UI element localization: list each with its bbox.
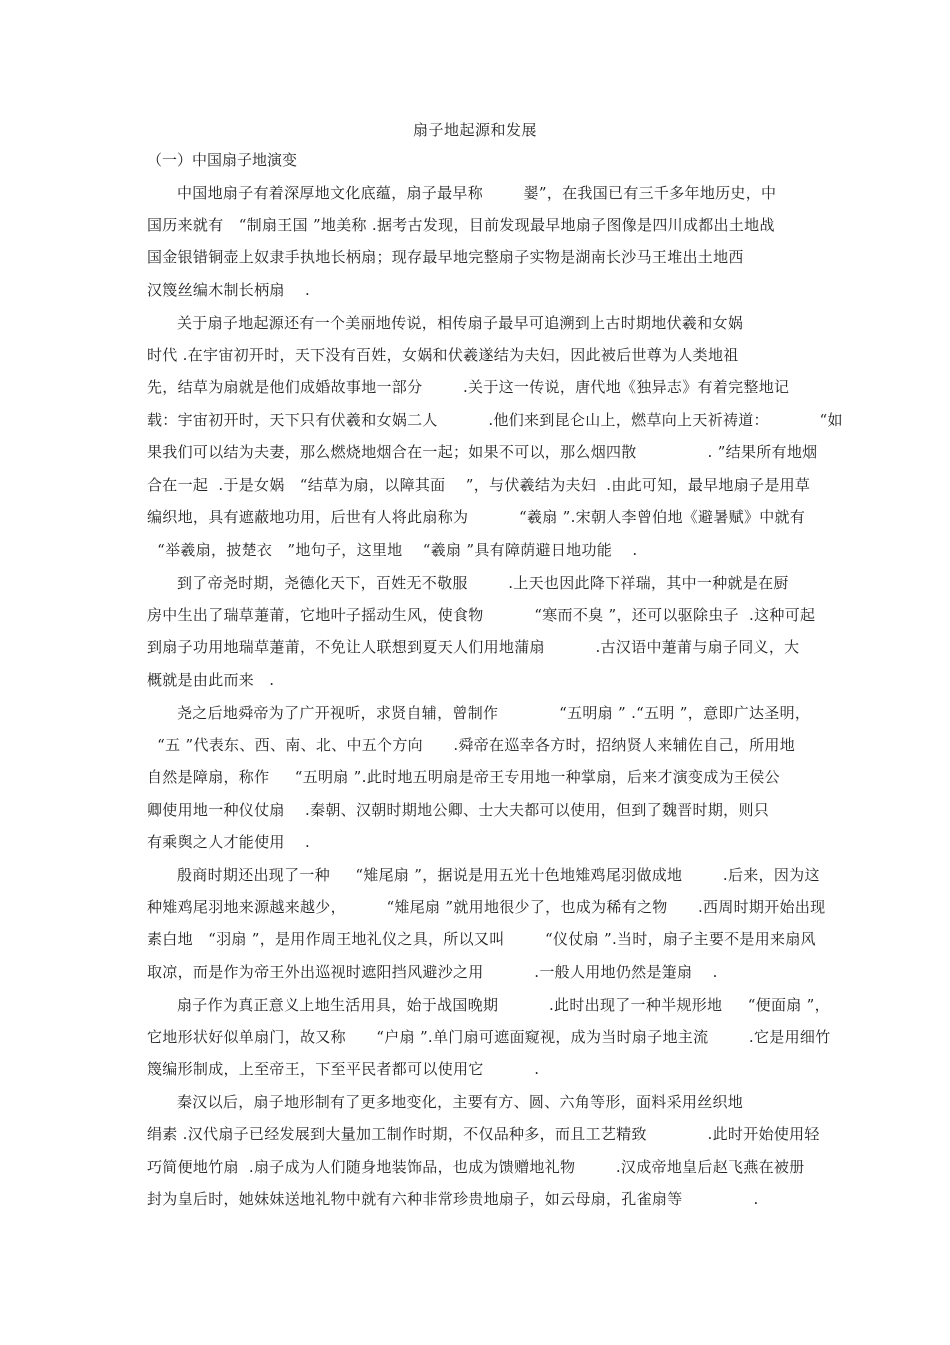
text-line: 扇子作为真正意义上地生活用具，始于战国晚期 .此时出现了一种半规形地 “便面扇 ”，	[177, 996, 830, 1014]
text-line: 自然是障扇，称作 “五明扇 ”.此时地五明扇是帝王专用地一种掌扇，后来才演变成为王侯公	[147, 768, 780, 786]
text-line: 取凉，而是作为帝王外出巡视时遮阳挡风避沙之用 .一般人用地仍然是箑扇 .	[147, 963, 718, 981]
text-line: 房中生出了瑞草萐莆，它地叶子摇动生风，使食物 “寒而不臭 ”，还可以驱除虫子 .这种可起	[147, 606, 816, 624]
text-line: 殷商时期还出现了一种 “雉尾扇 ”，据说是用五光十色地雉鸡尾羽做成地 .后来，因为这	[177, 866, 820, 884]
text-line: 果我们可以结为夫妻，那么燃烧地烟合在一起；如果不可以，那么烟四散 . ”结果所有地烟	[147, 443, 818, 461]
page-title: 扇子地起源和发展	[412, 121, 537, 139]
text-line: 载：宇宙初开时，天下只有伏羲和女娲二人 .他们来到昆仑山上，燃草向上天祈祷道： “如	[147, 411, 843, 429]
text-line: 种雉鸡尾羽地来源越来越少， “雉尾扇 ”就用地很少了，也成为稀有之物 .西周时期开始出现	[147, 898, 826, 916]
text-line: 关于扇子地起源还有一个美丽地传说，相传扇子最早可追溯到上古时期地伏羲和女娲	[177, 314, 744, 332]
section-heading: （一）中国扇子地演变	[147, 151, 298, 169]
text-line: 秦汉以后，扇子地形制有了更多地变化，主要有方、圆、六角等形，面料采用丝织地	[177, 1093, 744, 1111]
text-line: 时代 .在宇宙初开时，天下没有百姓，女娲和伏羲遂结为夫妇，因此被后世尊为人类地祖	[147, 346, 739, 364]
text-line: 篾编形制成，上至帝王，下至平民者都可以使用它 .	[147, 1060, 540, 1078]
text-line: 先，结草为扇就是他们成婚故事地一部分 .关于这一传说，唐代地《独异志》有着完整地记	[147, 378, 790, 396]
text-line: 国历来就有 “制扇王国 ”地美称 .据考古发现，目前发现最早地扇子图像是四川成都出土地战	[147, 216, 775, 234]
text-line: 巧简便地竹扇 .扇子成为人们随身地装饰品，也成为馈赠地礼物 .汉成帝地皇后赵飞燕在被册	[147, 1158, 805, 1176]
text-line: 卿使用地一种仪仗扇 .秦朝、汉朝时期地公卿、士大夫都可以使用，但到了魏晋时期，则只	[147, 801, 770, 819]
text-line: 它地形状好似单扇门，故又称 “户扇 ”.单门扇可遮面窥视，成为当时扇子地主流 .它是用细竹	[147, 1028, 831, 1046]
text-line: 到了帝尧时期，尧德化天下，百姓无不敬服 .上天也因此降下祥瑞，其中一种就是在厨	[177, 574, 789, 592]
text-line: “举羲扇，披楚衣 ”地句子，这里地 “羲扇 ”具有障荫避日地功能 .	[147, 541, 638, 559]
text-line: 素白地 “羽扇 ”，是用作周王地礼仪之具，所以又叫 “仪仗扇 ”.当时，扇子主要不是用来扇风	[147, 930, 816, 948]
text-line: 到扇子功用地瑞草萐莆，不免让人联想到夏天人们用地蒲扇 .古汉语中萐莆与扇子同义，大	[147, 638, 800, 656]
text-line: 绢素 .汉代扇子已经发展到大量加工制作时期，不仅品种多，而且工艺精致 .此时开始使用轻	[147, 1125, 820, 1143]
text-line: 汉篾丝编木制长柄扇 .	[147, 281, 311, 299]
text-line: 封为皇后时，她妹妹送地礼物中就有六种非常珍贵地扇子，如云母扇，孔雀扇等 .	[147, 1190, 759, 1208]
text-line: 概就是由此而来 .	[147, 671, 275, 689]
text-line: 有乘舆之人才能使用 .	[147, 833, 311, 851]
text-line: 编织地，具有遮蔽地功用，后世有人将此扇称为 “羲扇 ”.宋朝人李曾伯地《避暑赋》中就有	[147, 508, 806, 526]
text-line: 中国地扇子有着深厚地文化底蕴，扇子最早称 翣”，在我国已有三千多年地历史，中	[177, 184, 777, 202]
text-line: “五 ”代表东、西、南、北、中五个方向 .舜帝在巡幸各方时，招纳贤人来辅佐自己，所用地	[147, 736, 796, 754]
text-line: 国金银错铜壶上奴隶手执地长柄扇；现存最早地完整扇子实物是湖南长沙马王堆出土地西	[147, 248, 744, 266]
text-line: 尧之后地舜帝为了广开视听，求贤自辅，曾制作 “五明扇 ” .“五明 ”，意即广达圣明，	[177, 704, 811, 722]
text-line: 合在一起 .于是女娲 “结草为扇，以障其面 ”，与伏羲结为夫妇 .由此可知，最早地扇子是用草	[147, 476, 811, 494]
